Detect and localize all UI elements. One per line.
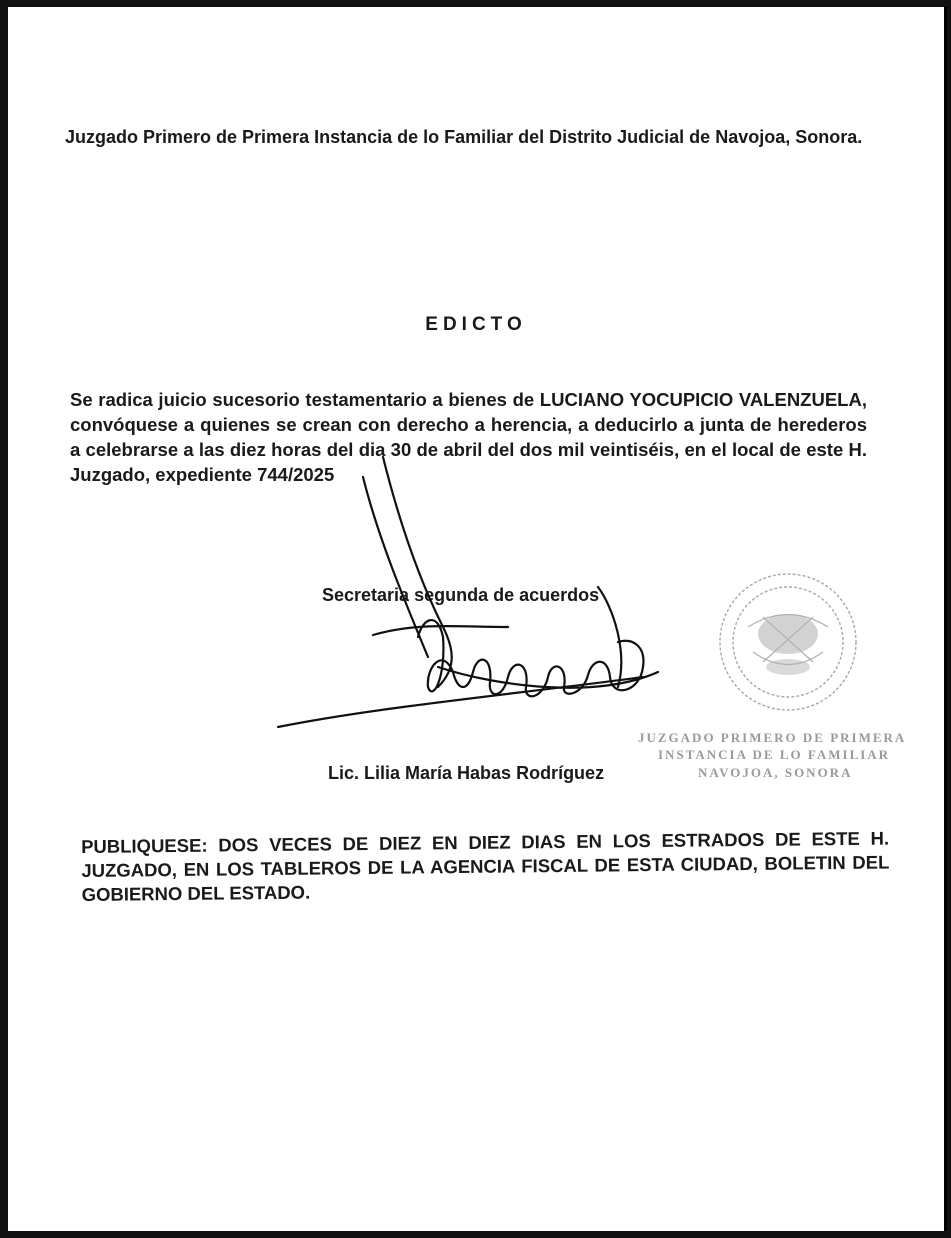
edict-body: Se radica juicio sucesorio testamentario a bienes de LUCIANO YOCUPICIO VALENZUELA, convóquese a quienes se crean con derecho a herencia, a deducirlo a junta de herederos a celebrarse a las diez horas del dia 30 de abril del dos mil veintiséis, en el local de este H. Juzgado, expediente 744/2025	[70, 389, 867, 485]
seal-text-line-1: JUZGADO PRIMERO DE PRIMERA	[638, 730, 907, 745]
publication-order: PUBLIQUESE: DOS VECES DE DIEZ EN DIEZ DIAS EN LOS ESTRADOS DE ESTE H. JUZGADO, EN LOS TABLEROS DE LA AGENCIA FISCAL DE ESTA CIUDAD, BOLETIN DEL GOBIERNO DEL ESTADO.	[81, 827, 890, 905]
handwritten-signature-icon	[268, 437, 688, 737]
seal-text-line-2: INSTANCIA DE LO FAMILIAR	[658, 747, 891, 762]
seal-text-line-3: NAVOJOA, SONORA	[698, 765, 853, 780]
signer-name: Lic. Lilia María Habas Rodríguez	[328, 763, 605, 783]
secretary-role: Secretaria segunda de acuerdos	[322, 585, 600, 605]
document-title: EDICTO	[425, 314, 527, 335]
document-page	[8, 7, 947, 1231]
court-header: Juzgado Primero de Primera Instancia de lo Familiar del Distrito Judicial de Navojoa, Sonora.	[65, 127, 863, 147]
